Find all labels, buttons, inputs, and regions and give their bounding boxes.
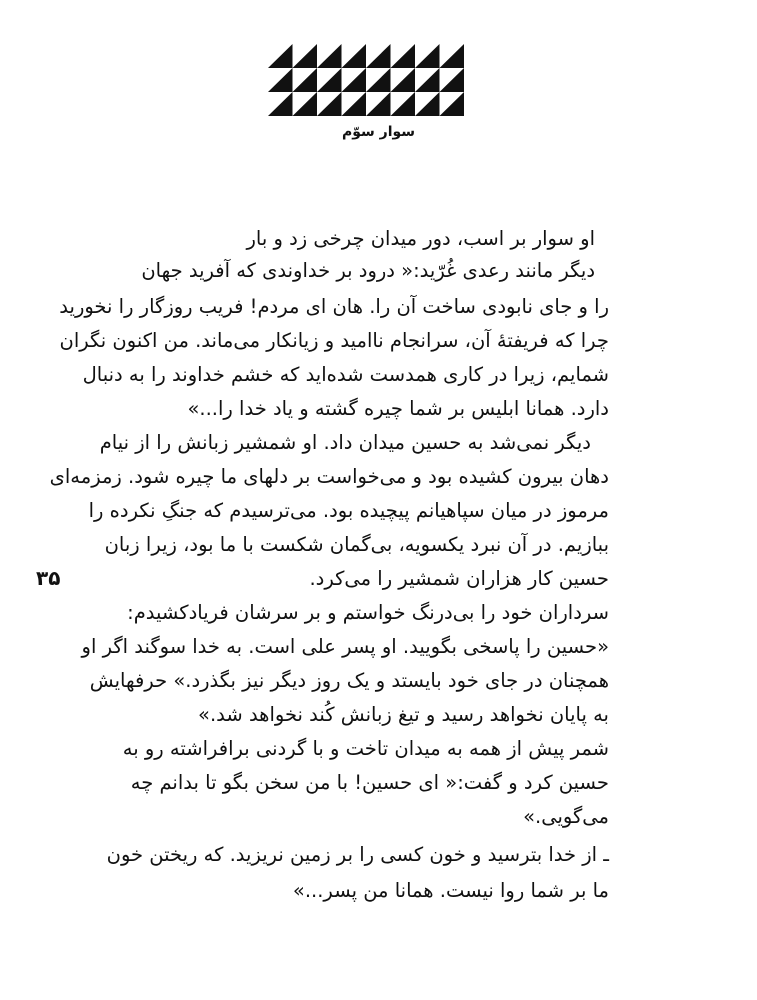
text-line: ـ از خدا بترسید و خون کسی را بر زمین نریزید. که ریختن خون (106, 843, 609, 866)
text-line: حسین کرد و گفت:« ای حسین! با من سخن بگو تا بدانم چه (130, 771, 609, 794)
text-line: را و جای نابودی ساخت آن را. هان ای مردم! فریب روزگار را نخورید (59, 295, 609, 318)
text-line: شمایم، زیرا در کاری همدست شده‌اید که خشم خداوند را به دنبال (82, 363, 609, 386)
text-line: دیگر مانند رعدی غُرّید:« درود بر خداوندی که آفرید جهان (141, 259, 595, 282)
ornament-triangle (342, 44, 367, 68)
ornament-triangle (391, 44, 416, 68)
ornament-triangle (342, 68, 367, 92)
ornament-triangle (415, 44, 440, 68)
ornament-triangle (317, 92, 342, 116)
text-line: دیگر نمی‌شد به حسین میدان داد. او شمشیر زبانش را از نیام (99, 431, 591, 454)
ornament-triangle (293, 44, 318, 68)
ornament-triangle (391, 68, 416, 92)
ornament-triangle (293, 68, 318, 92)
text-line: سرداران خود را بی‌درنگ خواستم و بر سرشان فریادکشیدم: (127, 601, 609, 624)
ornament-triangle (268, 44, 293, 68)
ornament-triangle (440, 92, 465, 116)
ornament-triangle (415, 68, 440, 92)
ornament-triangle (268, 68, 293, 92)
chapter-title: سوار سوّم (341, 124, 416, 140)
ornament-triangle (366, 68, 391, 92)
ornament-triangle (415, 92, 440, 116)
text-line: ببازیم. در آن نبرد یکسویه، بی‌گمان شکست با ما بود، زیرا زبان (104, 533, 609, 556)
ornament-triangle (440, 68, 465, 92)
ornament-triangle (366, 92, 391, 116)
ornament-triangle (317, 44, 342, 68)
text-line: «حسین را پاسخی بگویید. او پسر علی است. به خدا سوگند اگر او (81, 635, 609, 658)
text-line: همچنان در جای خود بایستد و یک روز دیگر نیز بگذرد.» حرفهایش (89, 669, 609, 692)
text-line: دهان بیرون کشیده بود و می‌خواست بر دلهای ما چیره شود. زمزمه‌ای (49, 465, 609, 488)
text-line: مرموز در میان سپاهیانم پیچیده بود. می‌ترسیدم که جنگِ نکرده را (88, 499, 609, 522)
ornament-triangle (440, 44, 465, 68)
ornament-triangle (317, 68, 342, 92)
ornament-triangle (342, 92, 367, 116)
text-line: دارد. همانا ابلیس بر شما چیره گشته و یاد خدا را...» (187, 397, 609, 420)
text-line: شمر پیش از همه به میدان تاخت و با گردنی برافراشته رو به (122, 737, 609, 760)
page-number: ۳۵ (36, 566, 61, 590)
triangle-pattern-ornament (268, 44, 464, 116)
text-line: به پایان نخواهد رسید و تیغ زبانش کُند نخواهد شد.» (198, 703, 609, 726)
text-line: ما بر شما روا نیست. همانا من پسر...» (292, 879, 609, 902)
ornament-triangle (293, 92, 318, 116)
text-line: حسین کار هزاران شمشیر را می‌کرد. (309, 567, 609, 590)
ornament-triangle (391, 92, 416, 116)
ornament-triangle (366, 44, 391, 68)
text-line: می‌گویی.» (523, 805, 609, 828)
ornament-triangle (268, 92, 293, 116)
text-line: او سوار بر اسب، دور میدان چرخی زد و بار (246, 227, 595, 250)
text-line: چرا که فریفتهٔ آن، سرانجام ناامید و زیانکار می‌ماند. من اکنون نگران (59, 329, 609, 352)
